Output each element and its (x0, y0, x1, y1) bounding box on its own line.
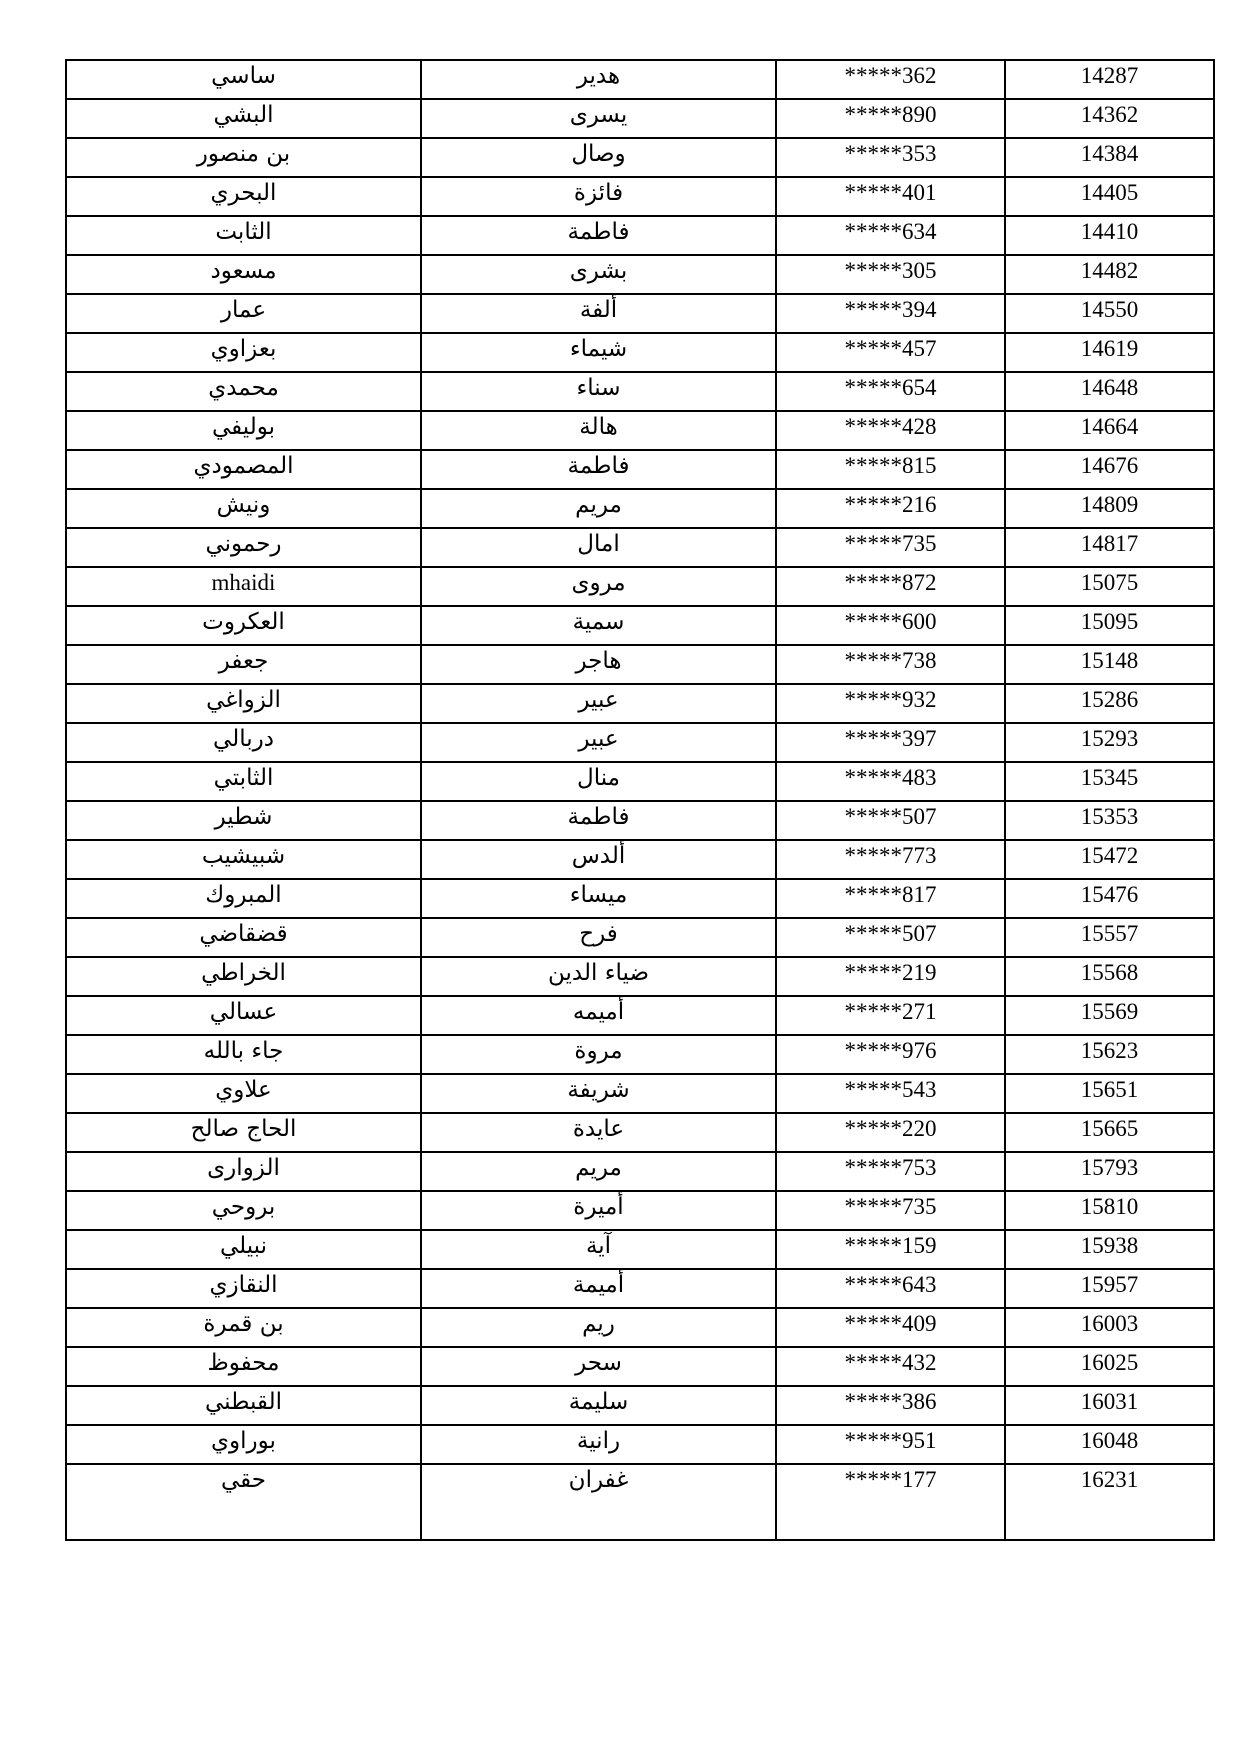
first-name-cell: شريفة (421, 1074, 776, 1113)
record-number-cell: 14619 (1005, 333, 1214, 372)
first-name-cell: فرح (421, 918, 776, 957)
last-name-cell: ونيش (66, 489, 421, 528)
first-name-cell: أميمة (421, 1269, 776, 1308)
table-row (66, 918, 1214, 957)
table-row (66, 1113, 1214, 1152)
first-name-cell: فاطمة (421, 450, 776, 489)
last-name-cell: بعزاوي (66, 333, 421, 372)
record-number-cell: 14809 (1005, 489, 1214, 528)
table-row (66, 1386, 1214, 1425)
first-name-cell: سحر (421, 1347, 776, 1386)
first-name-cell: غفران (421, 1464, 776, 1540)
masked-id-cell: *****634 (776, 216, 1005, 255)
masked-id-cell: *****951 (776, 1425, 1005, 1464)
last-name-cell: الثابتي (66, 762, 421, 801)
first-name-cell: عبير (421, 684, 776, 723)
last-name-cell: بروحي (66, 1191, 421, 1230)
masked-id-cell: *****738 (776, 645, 1005, 684)
masked-id-cell: *****397 (776, 723, 1005, 762)
masked-id-cell: *****654 (776, 372, 1005, 411)
record-number-cell: 14817 (1005, 528, 1214, 567)
first-name-cell: سليمة (421, 1386, 776, 1425)
last-name-cell: مسعود (66, 255, 421, 294)
record-number-cell: 16003 (1005, 1308, 1214, 1347)
last-name-cell: جعفر (66, 645, 421, 684)
first-name-cell: ميساء (421, 879, 776, 918)
masked-id-cell: *****543 (776, 1074, 1005, 1113)
record-number-cell: 14676 (1005, 450, 1214, 489)
masked-id-cell: *****890 (776, 99, 1005, 138)
table-row (66, 60, 1214, 99)
record-number-cell: 14384 (1005, 138, 1214, 177)
masked-id-cell: *****386 (776, 1386, 1005, 1425)
last-name-cell: المبروك (66, 879, 421, 918)
masked-id-cell: *****220 (776, 1113, 1005, 1152)
table-row (66, 1347, 1214, 1386)
last-name-cell: عسالي (66, 996, 421, 1035)
table-row (66, 1464, 1214, 1540)
last-name-cell: شطير (66, 801, 421, 840)
record-number-cell: 14482 (1005, 255, 1214, 294)
first-name-cell: ريم (421, 1308, 776, 1347)
table-row (66, 879, 1214, 918)
table-row (66, 1074, 1214, 1113)
table-row (66, 1269, 1214, 1308)
last-name-cell: الزواغي (66, 684, 421, 723)
masked-id-cell: *****815 (776, 450, 1005, 489)
table-row (66, 1308, 1214, 1347)
table-row (66, 489, 1214, 528)
record-number-cell: 14287 (1005, 60, 1214, 99)
record-number-cell: 16048 (1005, 1425, 1214, 1464)
first-name-cell: امال (421, 528, 776, 567)
table-row (66, 1035, 1214, 1074)
table-row (66, 723, 1214, 762)
first-name-cell: هالة (421, 411, 776, 450)
masked-id-cell: *****432 (776, 1347, 1005, 1386)
record-number-cell: 16025 (1005, 1347, 1214, 1386)
last-name-cell: علاوي (66, 1074, 421, 1113)
last-name-cell: الزوارى (66, 1152, 421, 1191)
table-row (66, 840, 1214, 879)
record-number-cell: 15557 (1005, 918, 1214, 957)
record-number-cell: 15651 (1005, 1074, 1214, 1113)
table-row (66, 528, 1214, 567)
last-name-cell: عمار (66, 294, 421, 333)
last-name-cell: الثابت (66, 216, 421, 255)
record-number-cell: 15568 (1005, 957, 1214, 996)
first-name-cell: أميمه (421, 996, 776, 1035)
first-name-cell: سمية (421, 606, 776, 645)
record-number-cell: 15793 (1005, 1152, 1214, 1191)
record-number-cell: 15623 (1005, 1035, 1214, 1074)
first-name-cell: آية (421, 1230, 776, 1269)
masked-id-cell: *****507 (776, 801, 1005, 840)
first-name-cell: هدير (421, 60, 776, 99)
table-row (66, 801, 1214, 840)
last-name-cell: محفوظ (66, 1347, 421, 1386)
first-name-cell: ألدس (421, 840, 776, 879)
first-name-cell: بشرى (421, 255, 776, 294)
table-row (66, 762, 1214, 801)
masked-id-cell: *****735 (776, 528, 1005, 567)
masked-id-cell: *****872 (776, 567, 1005, 606)
table-row (66, 177, 1214, 216)
masked-id-cell: *****216 (776, 489, 1005, 528)
table-row (66, 255, 1214, 294)
last-name-cell: شبيشيب (66, 840, 421, 879)
record-number-cell: 15095 (1005, 606, 1214, 645)
last-name-cell: المصمودي (66, 450, 421, 489)
masked-id-cell: *****932 (776, 684, 1005, 723)
first-name-cell: منال (421, 762, 776, 801)
last-name-cell: mhaidi (66, 567, 421, 606)
table-row (66, 684, 1214, 723)
first-name-cell: ضياء الدين (421, 957, 776, 996)
first-name-cell: عايدة (421, 1113, 776, 1152)
first-name-cell: فاطمة (421, 216, 776, 255)
last-name-cell: البحري (66, 177, 421, 216)
masked-id-cell: *****753 (776, 1152, 1005, 1191)
table-row (66, 1152, 1214, 1191)
record-number-cell: 15938 (1005, 1230, 1214, 1269)
last-name-cell: الخراطي (66, 957, 421, 996)
masked-id-cell: *****219 (776, 957, 1005, 996)
last-name-cell: بن قمرة (66, 1308, 421, 1347)
last-name-cell: رحموني (66, 528, 421, 567)
last-name-cell: البشي (66, 99, 421, 138)
masked-id-cell: *****362 (776, 60, 1005, 99)
last-name-cell: جاء بالله (66, 1035, 421, 1074)
table-row (66, 957, 1214, 996)
last-name-cell: بوليفي (66, 411, 421, 450)
masked-id-cell: *****428 (776, 411, 1005, 450)
record-number-cell: 15345 (1005, 762, 1214, 801)
masked-id-cell: *****643 (776, 1269, 1005, 1308)
first-name-cell: هاجر (421, 645, 776, 684)
table-row (66, 294, 1214, 333)
masked-id-cell: *****353 (776, 138, 1005, 177)
first-name-cell: وصال (421, 138, 776, 177)
record-number-cell: 15148 (1005, 645, 1214, 684)
masked-id-cell: *****177 (776, 1464, 1005, 1540)
first-name-cell: مريم (421, 489, 776, 528)
record-number-cell: 15476 (1005, 879, 1214, 918)
record-number-cell: 16031 (1005, 1386, 1214, 1425)
record-number-cell: 15286 (1005, 684, 1214, 723)
table-row (66, 606, 1214, 645)
first-name-cell: سناء (421, 372, 776, 411)
masked-id-cell: *****735 (776, 1191, 1005, 1230)
masked-id-cell: *****305 (776, 255, 1005, 294)
last-name-cell: نبيلي (66, 1230, 421, 1269)
results-table-body (66, 60, 1214, 1540)
record-number-cell: 15810 (1005, 1191, 1214, 1230)
record-number-cell: 14362 (1005, 99, 1214, 138)
table-row (66, 372, 1214, 411)
first-name-cell: مروة (421, 1035, 776, 1074)
masked-id-cell: *****159 (776, 1230, 1005, 1269)
last-name-cell: القبطني (66, 1386, 421, 1425)
table-row (66, 216, 1214, 255)
masked-id-cell: *****401 (776, 177, 1005, 216)
table-row (66, 1191, 1214, 1230)
first-name-cell: شيماء (421, 333, 776, 372)
last-name-cell: حقي (66, 1464, 421, 1540)
table-row (66, 333, 1214, 372)
table-row (66, 1425, 1214, 1464)
masked-id-cell: *****773 (776, 840, 1005, 879)
masked-id-cell: *****507 (776, 918, 1005, 957)
results-table (65, 59, 1215, 1541)
table-row (66, 645, 1214, 684)
table-row (66, 138, 1214, 177)
record-number-cell: 15353 (1005, 801, 1214, 840)
table-row (66, 996, 1214, 1035)
masked-id-cell: *****817 (776, 879, 1005, 918)
record-number-cell: 15665 (1005, 1113, 1214, 1152)
last-name-cell: الحاج صالح (66, 1113, 421, 1152)
masked-id-cell: *****457 (776, 333, 1005, 372)
masked-id-cell: *****483 (776, 762, 1005, 801)
masked-id-cell: *****271 (776, 996, 1005, 1035)
record-number-cell: 14648 (1005, 372, 1214, 411)
record-number-cell: 15293 (1005, 723, 1214, 762)
first-name-cell: يسرى (421, 99, 776, 138)
record-number-cell: 14550 (1005, 294, 1214, 333)
record-number-cell: 16231 (1005, 1464, 1214, 1540)
first-name-cell: فائزة (421, 177, 776, 216)
record-number-cell: 15075 (1005, 567, 1214, 606)
masked-id-cell: *****394 (776, 294, 1005, 333)
last-name-cell: ساسي (66, 60, 421, 99)
first-name-cell: عبير (421, 723, 776, 762)
masked-id-cell: *****600 (776, 606, 1005, 645)
first-name-cell: رانية (421, 1425, 776, 1464)
last-name-cell: قضقاضي (66, 918, 421, 957)
table-row (66, 99, 1214, 138)
table-row (66, 1230, 1214, 1269)
table-row (66, 411, 1214, 450)
record-number-cell: 14405 (1005, 177, 1214, 216)
record-number-cell: 15957 (1005, 1269, 1214, 1308)
masked-id-cell: *****409 (776, 1308, 1005, 1347)
record-number-cell: 15472 (1005, 840, 1214, 879)
last-name-cell: العكروت (66, 606, 421, 645)
last-name-cell: النقازي (66, 1269, 421, 1308)
first-name-cell: مروى (421, 567, 776, 606)
first-name-cell: مريم (421, 1152, 776, 1191)
last-name-cell: بوراوي (66, 1425, 421, 1464)
table-row (66, 450, 1214, 489)
first-name-cell: أميرة (421, 1191, 776, 1230)
first-name-cell: فاطمة (421, 801, 776, 840)
table-row (66, 567, 1214, 606)
first-name-cell: ألفة (421, 294, 776, 333)
record-number-cell: 15569 (1005, 996, 1214, 1035)
masked-id-cell: *****976 (776, 1035, 1005, 1074)
record-number-cell: 14410 (1005, 216, 1214, 255)
record-number-cell: 14664 (1005, 411, 1214, 450)
last-name-cell: دربالي (66, 723, 421, 762)
last-name-cell: محمدي (66, 372, 421, 411)
last-name-cell: بن منصور (66, 138, 421, 177)
